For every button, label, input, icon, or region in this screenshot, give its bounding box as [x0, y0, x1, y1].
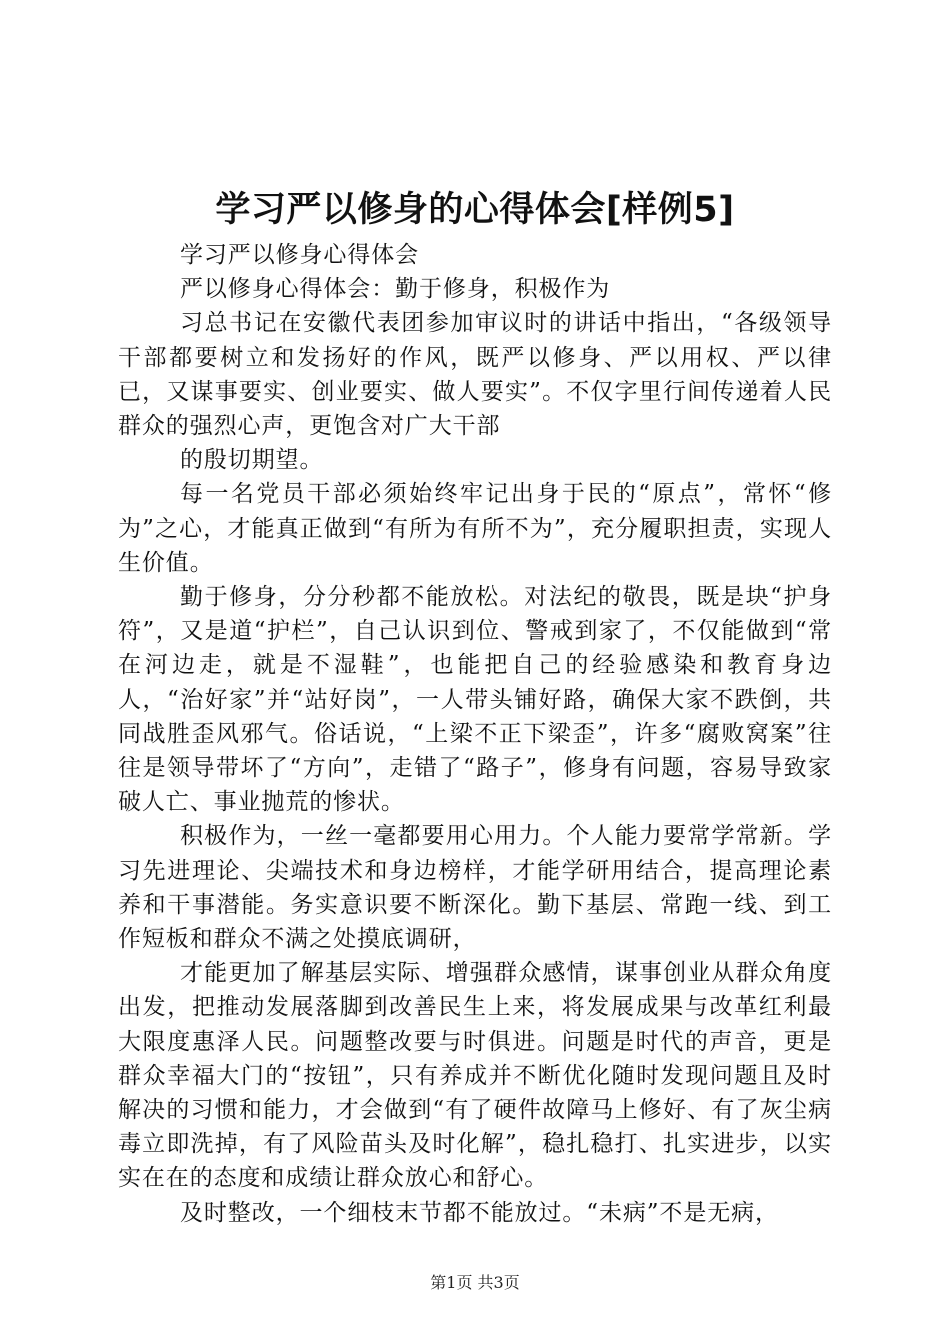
subtitle-paragraph: 学习严以修身心得体会 — [180, 242, 419, 268]
body-paragraph: 习总书记在安徽代表团参加审议时的讲话中指出，“各级领导干部都要树立和发扬好的作风，既严以修身、严以用权、严以律已，又谋事要实、创业要实、做人要实”。不仅字里行间传递着人民群众的强烈心声，更饱含对广大干部 — [118, 310, 832, 440]
body-paragraph: 的殷切期望。 — [180, 447, 324, 474]
body-paragraph: 及时整改，一个细枝末节都不能放过。“未病”不是无病， — [180, 1199, 779, 1226]
page-footer: 第1页 共3页 — [430, 1273, 520, 1292]
heading-paragraph: 严以修身心得体会：勤于修身，积极作为 — [180, 276, 611, 303]
document-title: 学习严以修身的心得体会[样例5] — [215, 190, 735, 230]
body-paragraph: 才能更加了解基层实际、增强群众感情，谋事创业从群众角度出发，把推动发展落脚到改善民生上来，将发展成果与改革红利最大限度惠泽人民。问题整改要与时俱进。问题是时代的声音，更是群众幸福大门的“按钮”，只有养成并不断优化随时发现问题且及时解决的习惯和能力，才会做到“有了硬件故障马上修好、有了灰尘病毒立即洗掉，有了风险苗头及时化解”，稳扎稳打、扎实进步，以实实在在的态度和成绩让群众放心和舒心。 — [118, 960, 832, 1192]
body-paragraph: 每一名党员干部必须始终牢记出身于民的“原点”，常怀“修为”之心，才能真正做到“有所为有所不为”，充分履职担责，实现人生价值。 — [118, 481, 832, 576]
body-paragraph: 勤于修身，分分秒都不能放松。对法纪的敬畏，既是块“护身符”，又是道“护栏”，自己认识到位、警戒到家了，不仅能做到“常在河边走，就是不湿鞋”，也能把自己的经验感染和教育身边人，“治好家”并“站好岗”，一人带头铺好路，确保大家不跌倒，共同战胜歪风邪气。俗话说，“上梁不正下梁歪”，许多“腐败窝案”往往是领导带坏了“方向”，走错了“路子”，修身有问题，容易导致家破人亡、事业抛荒的惨状。 — [118, 584, 832, 816]
body-paragraph: 积极作为，一丝一毫都要用心用力。个人能力要常学常新。学习先进理论、尖端技术和身边榜样，才能学研用结合，提高理论素养和干事潜能。务实意识要不断深化。勤下基层、常跑一线、到工作短板和群众不满之处摸底调研， — [118, 823, 832, 953]
